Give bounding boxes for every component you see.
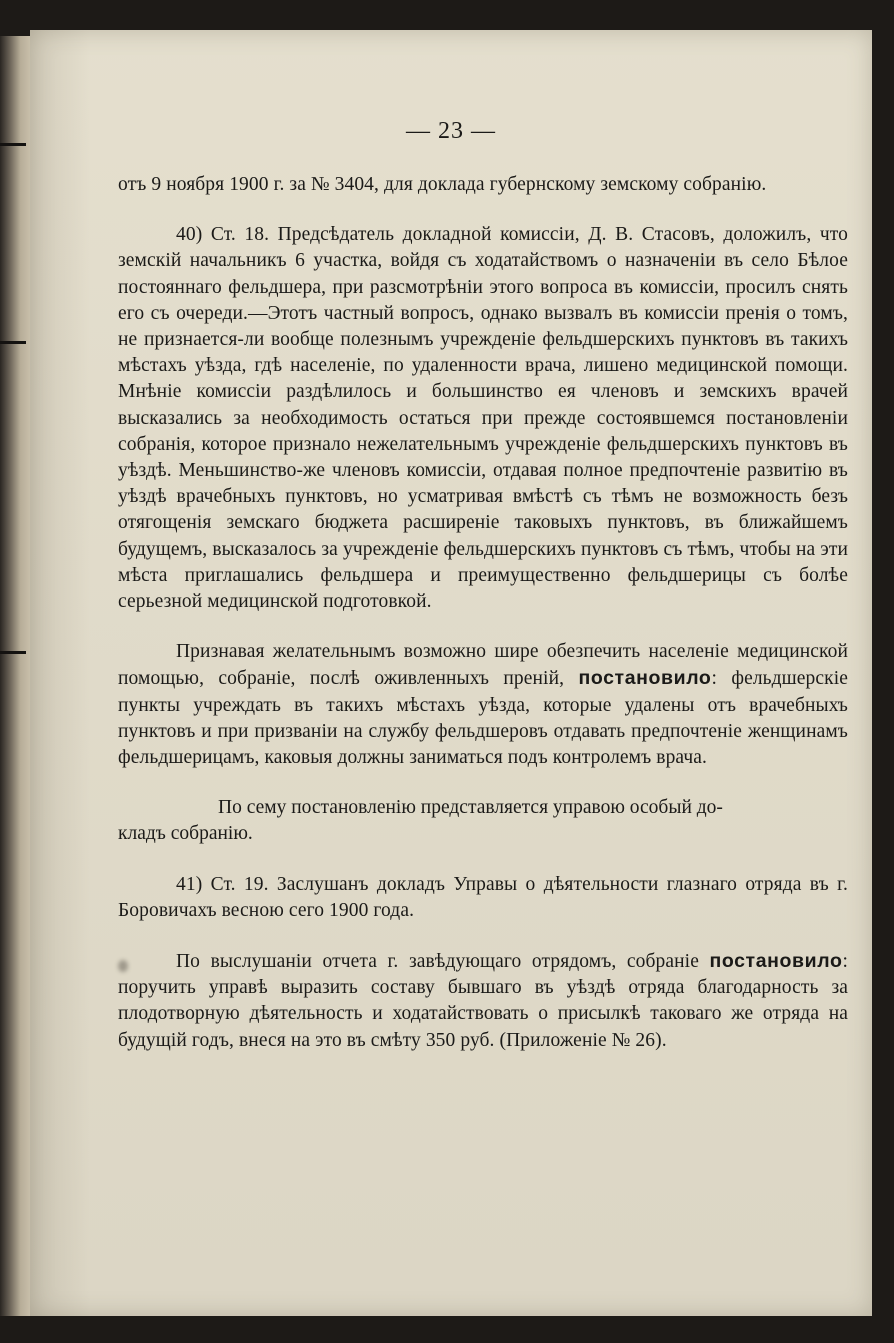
- note-line-2: кладъ собранію.: [118, 823, 253, 845]
- book-page: [30, 30, 872, 1316]
- scan-border-right: [872, 0, 894, 1343]
- resolution-text-before: По выслушаніи отчета г. завѣдующаго отрядомъ, собраніе: [176, 951, 710, 973]
- edge-mark: [0, 651, 26, 654]
- paragraph-note: [118, 795, 848, 847]
- edge-mark: [0, 341, 26, 344]
- paragraph-item-41: 41) Ст. 19. Заслушанъ докладъ Управы о дѣятельности глазнаго отряда въ г. Боровичахъ весною сего 1900 года.: [118, 873, 848, 921]
- paragraph-resolution-41: [118, 948, 848, 1054]
- resolution-text-after: : поручить управѣ выразить составу бывшаго въ уѣздѣ отряда благодарность за плодотворную дѣятельность и ходатайствовать о присылкѣ таковаго же отряда на будущій годъ, внеся на это въ смѣту 350 руб. (Приложеніе № 26).: [118, 951, 848, 1051]
- paragraph-item-40: 40) Ст. 18. Предсѣдатель докладной комиссіи, Д. В. Стасовъ, доложилъ, что земскій начальникъ 6 участка, войдя съ ходатайствомъ о назначеніи въ село Бѣлое постояннаго фельдшера, при разсмотрѣніи этого вопроса въ комиссіи, просилъ снять его съ очереди.—Этотъ частный вопросъ, однако вызвалъ въ комиссіи пренія о томъ, не признается-ли вообще полезнымъ учрежденіе фельдшерскихъ пунктовъ въ такихъ мѣстахъ уѣзда, гдѣ населеніе, по удаленности врача, лишено медицинской помощи. Мнѣніе комиссіи раздѣлилось и большинство ея членовъ и земскихъ врачей высказались за необходимость остаться при прежде состоявшемся постановленіи собранія, которое признало нежелательнымъ учрежденіе фельдшерскихъ пунктовъ въ уѣздѣ. Меньшинство-же членовъ комиссіи, отдавая полное предпочтеніе развитію въ уѣздѣ врачебныхъ пунктовъ, но усматривая вмѣстѣ съ тѣмъ не возможность безъ отягощенія земскаго бюджета расширеніе таковыхъ пунктовъ, въ ближайшемъ будущемъ, высказалось за учрежденіе фельдшерскихъ пунктовъ съ тѣмъ, чтобы на эти мѣста приглашались фельдшера и преимущественно фельдшерицы съ болѣе серьезной медицинской подготовкой.: [118, 224, 848, 613]
- resolution-keyword: постановило: [578, 667, 712, 690]
- page-body: [118, 172, 848, 1054]
- note-line-1: По сему постановленію представляется управою особый до-: [218, 797, 723, 819]
- resolution-text-after: : фельдшерскіе пункты учреждать въ такихъ мѣстахъ уѣзда, которые удалены отъ врачебныхъ пунктовъ и при призваніи на службу фельдшеровъ отдавать предпочтеніе женщинамъ фельдшерицамъ, каковыя должны заниматься подъ контролемъ врача.: [118, 668, 849, 769]
- ink-smudge: [118, 960, 128, 972]
- paragraph-continuation: отъ 9 ноября 1900 г. за № 3404, для доклада губернскому земскому собранію.: [118, 174, 767, 195]
- paragraph-resolution-40: [118, 639, 848, 771]
- page-edge-marks: [0, 0, 30, 1343]
- page-number: — 23 —: [406, 118, 496, 144]
- edge-mark: [0, 143, 26, 146]
- resolution-keyword: постановило: [709, 950, 843, 973]
- resolution-text-before: Признавая желательнымъ возможно шире обезпечить населеніе медицинской помощью, собраніе, послѣ оживленныхъ преній,: [118, 641, 848, 690]
